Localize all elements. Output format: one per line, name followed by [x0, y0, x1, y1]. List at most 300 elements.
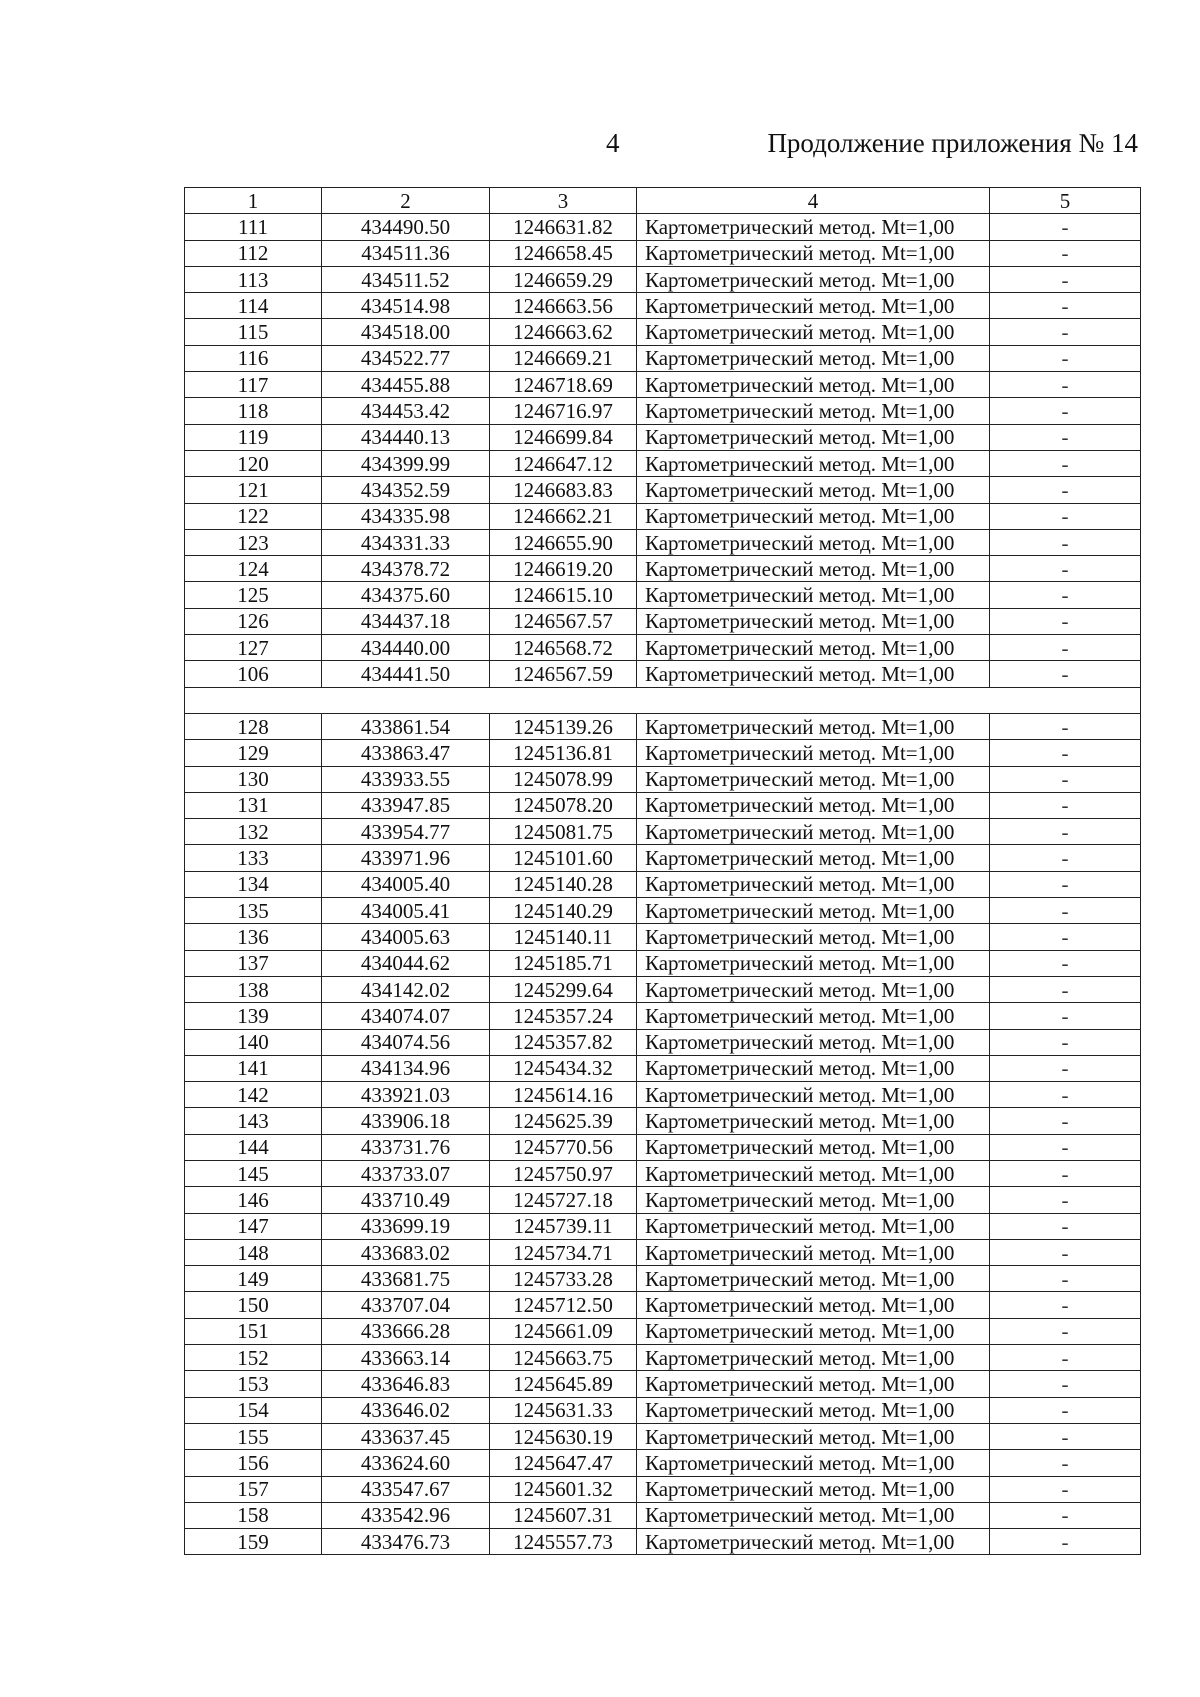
x-coordinate-cell: 433947.85 — [322, 792, 490, 818]
table-row — [185, 345, 1141, 371]
point-number-cell: 154 — [185, 1397, 322, 1423]
x-coordinate-cell: 433683.02 — [322, 1239, 490, 1265]
y-coordinate-cell: 1245663.75 — [490, 1345, 637, 1371]
method-cell: Картометрический метод. Mt=1,00 — [637, 266, 990, 292]
method-cell: Картометрический метод. Mt=1,00 — [637, 845, 990, 871]
note-cell: - — [990, 1476, 1141, 1502]
table-row — [185, 1003, 1141, 1029]
point-number-cell: 145 — [185, 1160, 322, 1186]
note-cell: - — [990, 1239, 1141, 1265]
note-cell: - — [990, 240, 1141, 266]
note-cell: - — [990, 635, 1141, 661]
method-cell: Картометрический метод. Mt=1,00 — [637, 976, 990, 1002]
x-coordinate-cell: 433933.55 — [322, 766, 490, 792]
separator-cell — [185, 687, 1141, 713]
note-cell: - — [990, 950, 1141, 976]
point-number-cell: 155 — [185, 1423, 322, 1449]
point-number-cell: 119 — [185, 424, 322, 450]
method-cell: Картометрический метод. Mt=1,00 — [637, 1213, 990, 1239]
y-coordinate-cell: 1246699.84 — [490, 424, 637, 450]
column-header: 4 — [637, 188, 990, 214]
column-header: 3 — [490, 188, 637, 214]
column-header: 1 — [185, 188, 322, 214]
table-row — [185, 1476, 1141, 1502]
method-cell: Картометрический метод. Mt=1,00 — [637, 635, 990, 661]
method-cell: Картометрический метод. Mt=1,00 — [637, 713, 990, 739]
y-coordinate-cell: 1246568.72 — [490, 635, 637, 661]
x-coordinate-cell: 434514.98 — [322, 293, 490, 319]
x-coordinate-cell: 433731.76 — [322, 1134, 490, 1160]
table-row — [185, 1082, 1141, 1108]
point-number-cell: 112 — [185, 240, 322, 266]
table-row — [185, 792, 1141, 818]
x-coordinate-cell: 434005.63 — [322, 924, 490, 950]
note-cell: - — [990, 1371, 1141, 1397]
x-coordinate-cell: 434044.62 — [322, 950, 490, 976]
point-number-cell: 134 — [185, 871, 322, 897]
note-cell: - — [990, 1450, 1141, 1476]
x-coordinate-cell: 434522.77 — [322, 345, 490, 371]
table-row — [185, 661, 1141, 687]
table-row — [185, 398, 1141, 424]
x-coordinate-cell: 433476.73 — [322, 1529, 490, 1555]
table-row — [185, 1450, 1141, 1476]
table-row — [185, 1529, 1141, 1555]
note-cell: - — [990, 1529, 1141, 1555]
note-cell: - — [990, 661, 1141, 687]
point-number-cell: 148 — [185, 1239, 322, 1265]
table-row — [185, 1239, 1141, 1265]
note-cell: - — [990, 819, 1141, 845]
y-coordinate-cell: 1245614.16 — [490, 1082, 637, 1108]
contour-separator-row — [185, 687, 1141, 713]
method-cell: Картометрический метод. Mt=1,00 — [637, 1502, 990, 1528]
method-cell: Картометрический метод. Mt=1,00 — [637, 398, 990, 424]
note-cell: - — [990, 871, 1141, 897]
note-cell: - — [990, 792, 1141, 818]
note-cell: - — [990, 1187, 1141, 1213]
y-coordinate-cell: 1245733.28 — [490, 1266, 637, 1292]
table-row — [185, 1029, 1141, 1055]
y-coordinate-cell: 1246631.82 — [490, 214, 637, 240]
table-row — [185, 1292, 1141, 1318]
note-cell: - — [990, 529, 1141, 555]
point-number-cell: 131 — [185, 792, 322, 818]
x-coordinate-cell: 433699.19 — [322, 1213, 490, 1239]
table-row — [185, 1160, 1141, 1186]
method-cell: Картометрический метод. Mt=1,00 — [637, 424, 990, 450]
table-row — [185, 871, 1141, 897]
x-coordinate-cell: 434490.50 — [322, 214, 490, 240]
x-coordinate-cell: 434511.36 — [322, 240, 490, 266]
note-cell: - — [990, 1318, 1141, 1344]
note-cell: - — [990, 477, 1141, 503]
y-coordinate-cell: 1245140.11 — [490, 924, 637, 950]
y-coordinate-cell: 1246655.90 — [490, 529, 637, 555]
column-header: 2 — [322, 188, 490, 214]
point-number-cell: 128 — [185, 713, 322, 739]
table-row — [185, 1108, 1141, 1134]
y-coordinate-cell: 1245357.82 — [490, 1029, 637, 1055]
method-cell: Картометрический метод. Mt=1,00 — [637, 372, 990, 398]
x-coordinate-cell: 433663.14 — [322, 1345, 490, 1371]
table-row — [185, 976, 1141, 1002]
point-number-cell: 106 — [185, 661, 322, 687]
x-coordinate-cell: 434511.52 — [322, 266, 490, 292]
method-cell: Картометрический метод. Mt=1,00 — [637, 1476, 990, 1502]
page-number: 4 — [606, 128, 620, 158]
note-cell: - — [990, 1160, 1141, 1186]
page-caption: Продолжение приложения № 14 — [767, 128, 1138, 158]
y-coordinate-cell: 1246718.69 — [490, 372, 637, 398]
x-coordinate-cell: 434331.33 — [322, 529, 490, 555]
y-coordinate-cell: 1245770.56 — [490, 1134, 637, 1160]
y-coordinate-cell: 1245625.39 — [490, 1108, 637, 1134]
note-cell: - — [990, 424, 1141, 450]
method-cell: Картометрический метод. Mt=1,00 — [637, 1160, 990, 1186]
point-number-cell: 150 — [185, 1292, 322, 1318]
y-coordinate-cell: 1245645.89 — [490, 1371, 637, 1397]
note-cell: - — [990, 1397, 1141, 1423]
point-number-cell: 123 — [185, 529, 322, 555]
y-coordinate-cell: 1245727.18 — [490, 1187, 637, 1213]
point-number-cell: 125 — [185, 582, 322, 608]
method-cell: Картометрический метод. Mt=1,00 — [637, 1003, 990, 1029]
table-row — [185, 266, 1141, 292]
x-coordinate-cell: 434440.00 — [322, 635, 490, 661]
note-cell: - — [990, 1213, 1141, 1239]
x-coordinate-cell: 434453.42 — [322, 398, 490, 424]
note-cell: - — [990, 372, 1141, 398]
note-cell: - — [990, 293, 1141, 319]
method-cell: Картометрический метод. Mt=1,00 — [637, 293, 990, 319]
y-coordinate-cell: 1245712.50 — [490, 1292, 637, 1318]
method-cell: Картометрический метод. Mt=1,00 — [637, 1082, 990, 1108]
x-coordinate-cell: 433710.49 — [322, 1187, 490, 1213]
method-cell: Картометрический метод. Mt=1,00 — [637, 1029, 990, 1055]
point-number-cell: 115 — [185, 319, 322, 345]
x-coordinate-cell: 434352.59 — [322, 477, 490, 503]
note-cell: - — [990, 450, 1141, 476]
note-cell: - — [990, 1108, 1141, 1134]
note-cell: - — [990, 345, 1141, 371]
table-row — [185, 240, 1141, 266]
x-coordinate-cell: 433681.75 — [322, 1266, 490, 1292]
note-cell: - — [990, 1266, 1141, 1292]
table-row — [185, 372, 1141, 398]
point-number-cell: 146 — [185, 1187, 322, 1213]
note-cell: - — [990, 740, 1141, 766]
table-row — [185, 1213, 1141, 1239]
y-coordinate-cell: 1246567.57 — [490, 608, 637, 634]
table-row — [185, 529, 1141, 555]
note-cell: - — [990, 1502, 1141, 1528]
method-cell: Картометрический метод. Mt=1,00 — [637, 240, 990, 266]
x-coordinate-cell: 433971.96 — [322, 845, 490, 871]
table-row — [185, 713, 1141, 739]
x-coordinate-cell: 433906.18 — [322, 1108, 490, 1134]
method-cell: Картометрический метод. Mt=1,00 — [637, 1187, 990, 1213]
x-coordinate-cell: 433954.77 — [322, 819, 490, 845]
note-cell: - — [990, 1134, 1141, 1160]
point-number-cell: 159 — [185, 1529, 322, 1555]
y-coordinate-cell: 1246662.21 — [490, 503, 637, 529]
y-coordinate-cell: 1245081.75 — [490, 819, 637, 845]
y-coordinate-cell: 1246619.20 — [490, 556, 637, 582]
method-cell: Картометрический метод. Mt=1,00 — [637, 819, 990, 845]
point-number-cell: 118 — [185, 398, 322, 424]
method-cell: Картометрический метод. Mt=1,00 — [637, 319, 990, 345]
y-coordinate-cell: 1245140.28 — [490, 871, 637, 897]
note-cell: - — [990, 1292, 1141, 1318]
table-row — [185, 214, 1141, 240]
point-number-cell: 117 — [185, 372, 322, 398]
method-cell: Картометрический метод. Mt=1,00 — [637, 608, 990, 634]
y-coordinate-cell: 1245357.24 — [490, 1003, 637, 1029]
point-number-cell: 121 — [185, 477, 322, 503]
method-cell: Картометрический метод. Mt=1,00 — [637, 766, 990, 792]
table-row — [185, 450, 1141, 476]
method-cell: Картометрический метод. Mt=1,00 — [637, 1055, 990, 1081]
note-cell: - — [990, 556, 1141, 582]
y-coordinate-cell: 1245101.60 — [490, 845, 637, 871]
point-number-cell: 139 — [185, 1003, 322, 1029]
y-coordinate-cell: 1245140.29 — [490, 898, 637, 924]
table-row — [185, 1187, 1141, 1213]
point-number-cell: 124 — [185, 556, 322, 582]
point-number-cell: 144 — [185, 1134, 322, 1160]
table-row — [185, 1423, 1141, 1449]
point-number-cell: 130 — [185, 766, 322, 792]
y-coordinate-cell: 1245185.71 — [490, 950, 637, 976]
point-number-cell: 140 — [185, 1029, 322, 1055]
table-row — [185, 556, 1141, 582]
y-coordinate-cell: 1245631.33 — [490, 1397, 637, 1423]
method-cell: Картометрический метод. Mt=1,00 — [637, 450, 990, 476]
x-coordinate-cell: 433646.02 — [322, 1397, 490, 1423]
table-body — [185, 214, 1141, 1555]
point-number-cell: 142 — [185, 1082, 322, 1108]
y-coordinate-cell: 1246669.21 — [490, 345, 637, 371]
point-number-cell: 136 — [185, 924, 322, 950]
note-cell: - — [990, 1029, 1141, 1055]
x-coordinate-cell: 433547.67 — [322, 1476, 490, 1502]
y-coordinate-cell: 1245299.64 — [490, 976, 637, 1002]
method-cell: Картометрический метод. Mt=1,00 — [637, 1292, 990, 1318]
note-cell: - — [990, 713, 1141, 739]
y-coordinate-cell: 1246683.83 — [490, 477, 637, 503]
table-row — [185, 1397, 1141, 1423]
x-coordinate-cell: 434455.88 — [322, 372, 490, 398]
point-number-cell: 111 — [185, 214, 322, 240]
x-coordinate-cell: 433733.07 — [322, 1160, 490, 1186]
method-cell: Картометрический метод. Mt=1,00 — [637, 1134, 990, 1160]
point-number-cell: 137 — [185, 950, 322, 976]
method-cell: Картометрический метод. Mt=1,00 — [637, 214, 990, 240]
x-coordinate-cell: 434074.56 — [322, 1029, 490, 1055]
y-coordinate-cell: 1245078.20 — [490, 792, 637, 818]
x-coordinate-cell: 434142.02 — [322, 976, 490, 1002]
point-number-cell: 151 — [185, 1318, 322, 1344]
table-row — [185, 819, 1141, 845]
table-row — [185, 740, 1141, 766]
method-cell: Картометрический метод. Mt=1,00 — [637, 740, 990, 766]
note-cell: - — [990, 503, 1141, 529]
note-cell: - — [990, 398, 1141, 424]
note-cell: - — [990, 1345, 1141, 1371]
table-header-row — [185, 188, 1141, 214]
point-number-cell: 149 — [185, 1266, 322, 1292]
note-cell: - — [990, 1055, 1141, 1081]
y-coordinate-cell: 1245630.19 — [490, 1423, 637, 1449]
point-number-cell: 132 — [185, 819, 322, 845]
y-coordinate-cell: 1245139.26 — [490, 713, 637, 739]
method-cell: Картометрический метод. Mt=1,00 — [637, 529, 990, 555]
coordinates-table — [184, 187, 1141, 1555]
y-coordinate-cell: 1246663.56 — [490, 293, 637, 319]
table-row — [185, 1134, 1141, 1160]
note-cell: - — [990, 582, 1141, 608]
point-number-cell: 158 — [185, 1502, 322, 1528]
point-number-cell: 153 — [185, 1371, 322, 1397]
y-coordinate-cell: 1245734.71 — [490, 1239, 637, 1265]
x-coordinate-cell: 434005.41 — [322, 898, 490, 924]
table-row — [185, 1502, 1141, 1528]
x-coordinate-cell: 433666.28 — [322, 1318, 490, 1344]
y-coordinate-cell: 1245739.11 — [490, 1213, 637, 1239]
point-number-cell: 116 — [185, 345, 322, 371]
x-coordinate-cell: 433921.03 — [322, 1082, 490, 1108]
x-coordinate-cell: 434399.99 — [322, 450, 490, 476]
method-cell: Картометрический метод. Mt=1,00 — [637, 1450, 990, 1476]
y-coordinate-cell: 1245557.73 — [490, 1529, 637, 1555]
method-cell: Картометрический метод. Mt=1,00 — [637, 556, 990, 582]
y-coordinate-cell: 1245078.99 — [490, 766, 637, 792]
point-number-cell: 126 — [185, 608, 322, 634]
method-cell: Картометрический метод. Mt=1,00 — [637, 1266, 990, 1292]
note-cell: - — [990, 766, 1141, 792]
method-cell: Картометрический метод. Mt=1,00 — [637, 1108, 990, 1134]
x-coordinate-cell: 433624.60 — [322, 1450, 490, 1476]
method-cell: Картометрический метод. Mt=1,00 — [637, 1529, 990, 1555]
y-coordinate-cell: 1246615.10 — [490, 582, 637, 608]
table-row — [185, 503, 1141, 529]
note-cell: - — [990, 1003, 1141, 1029]
table-row — [185, 766, 1141, 792]
y-coordinate-cell: 1246658.45 — [490, 240, 637, 266]
method-cell: Картометрический метод. Mt=1,00 — [637, 661, 990, 687]
x-coordinate-cell: 434437.18 — [322, 608, 490, 634]
x-coordinate-cell: 434335.98 — [322, 503, 490, 529]
note-cell: - — [990, 608, 1141, 634]
table-row — [185, 608, 1141, 634]
point-number-cell: 135 — [185, 898, 322, 924]
x-coordinate-cell: 434074.07 — [322, 1003, 490, 1029]
method-cell: Картометрический метод. Mt=1,00 — [637, 871, 990, 897]
method-cell: Картометрический метод. Mt=1,00 — [637, 1423, 990, 1449]
point-number-cell: 113 — [185, 266, 322, 292]
x-coordinate-cell: 434375.60 — [322, 582, 490, 608]
y-coordinate-cell: 1245434.32 — [490, 1055, 637, 1081]
point-number-cell: 152 — [185, 1345, 322, 1371]
point-number-cell: 141 — [185, 1055, 322, 1081]
column-header: 5 — [990, 188, 1141, 214]
note-cell: - — [990, 1082, 1141, 1108]
y-coordinate-cell: 1245136.81 — [490, 740, 637, 766]
table-row — [185, 1318, 1141, 1344]
table-row — [185, 1266, 1141, 1292]
point-number-cell: 156 — [185, 1450, 322, 1476]
table-row — [185, 582, 1141, 608]
x-coordinate-cell: 434378.72 — [322, 556, 490, 582]
table-row — [185, 1371, 1141, 1397]
table-row — [185, 845, 1141, 871]
point-number-cell: 114 — [185, 293, 322, 319]
note-cell: - — [990, 214, 1141, 240]
y-coordinate-cell: 1245750.97 — [490, 1160, 637, 1186]
x-coordinate-cell: 433646.83 — [322, 1371, 490, 1397]
point-number-cell: 129 — [185, 740, 322, 766]
y-coordinate-cell: 1246659.29 — [490, 266, 637, 292]
note-cell: - — [990, 319, 1141, 345]
x-coordinate-cell: 434440.13 — [322, 424, 490, 450]
point-number-cell: 120 — [185, 450, 322, 476]
table-row — [185, 924, 1141, 950]
table-row — [185, 319, 1141, 345]
y-coordinate-cell: 1246663.62 — [490, 319, 637, 345]
point-number-cell: 127 — [185, 635, 322, 661]
y-coordinate-cell: 1246647.12 — [490, 450, 637, 476]
note-cell: - — [990, 976, 1141, 1002]
point-number-cell: 143 — [185, 1108, 322, 1134]
method-cell: Картометрический метод. Mt=1,00 — [637, 503, 990, 529]
table-row — [185, 1055, 1141, 1081]
note-cell: - — [990, 1423, 1141, 1449]
method-cell: Картометрический метод. Mt=1,00 — [637, 1397, 990, 1423]
x-coordinate-cell: 433542.96 — [322, 1502, 490, 1528]
x-coordinate-cell: 433707.04 — [322, 1292, 490, 1318]
method-cell: Картометрический метод. Mt=1,00 — [637, 898, 990, 924]
note-cell: - — [990, 898, 1141, 924]
point-number-cell: 138 — [185, 976, 322, 1002]
point-number-cell: 122 — [185, 503, 322, 529]
table-row — [185, 898, 1141, 924]
y-coordinate-cell: 1246567.59 — [490, 661, 637, 687]
point-number-cell: 147 — [185, 1213, 322, 1239]
method-cell: Картометрический метод. Mt=1,00 — [637, 582, 990, 608]
method-cell: Картометрический метод. Mt=1,00 — [637, 1371, 990, 1397]
note-cell: - — [990, 266, 1141, 292]
x-coordinate-cell: 434441.50 — [322, 661, 490, 687]
y-coordinate-cell: 1245661.09 — [490, 1318, 637, 1344]
x-coordinate-cell: 433637.45 — [322, 1423, 490, 1449]
table-row — [185, 1345, 1141, 1371]
method-cell: Картометрический метод. Mt=1,00 — [637, 1318, 990, 1344]
note-cell: - — [990, 845, 1141, 871]
x-coordinate-cell: 433861.54 — [322, 713, 490, 739]
y-coordinate-cell: 1245601.32 — [490, 1476, 637, 1502]
x-coordinate-cell: 433863.47 — [322, 740, 490, 766]
x-coordinate-cell: 434518.00 — [322, 319, 490, 345]
method-cell: Картометрический метод. Mt=1,00 — [637, 345, 990, 371]
y-coordinate-cell: 1245647.47 — [490, 1450, 637, 1476]
method-cell: Картометрический метод. Mt=1,00 — [637, 792, 990, 818]
method-cell: Картометрический метод. Mt=1,00 — [637, 924, 990, 950]
y-coordinate-cell: 1246716.97 — [490, 398, 637, 424]
table-row — [185, 293, 1141, 319]
x-coordinate-cell: 434134.96 — [322, 1055, 490, 1081]
point-number-cell: 157 — [185, 1476, 322, 1502]
